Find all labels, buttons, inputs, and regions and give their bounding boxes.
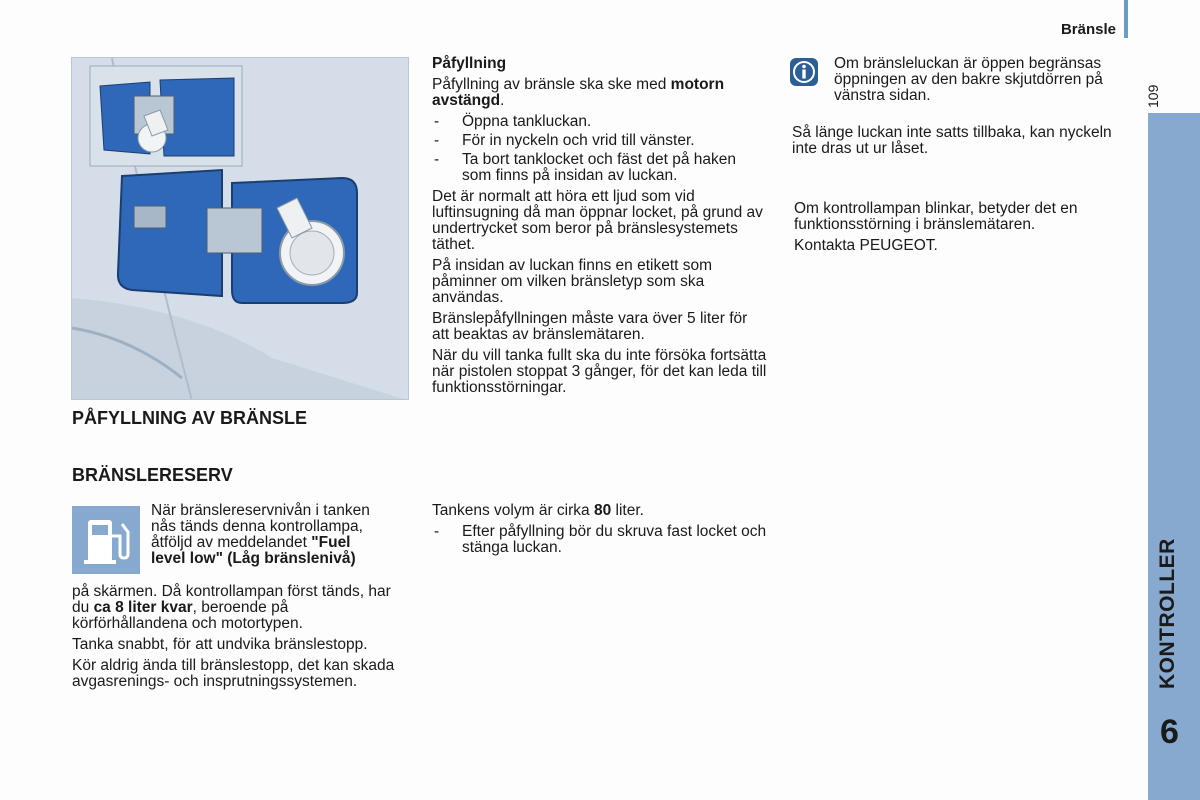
list-item: - Ta bort tanklocket och fäst det på haken som finns på insidan av luckan. [432, 152, 767, 184]
info-glyph [790, 58, 818, 86]
contact-paragraph: Kontakta PEUGEOT. [794, 237, 938, 254]
list-item: - Efter påfyllning bör du skruva fast locket och stänga luckan. [432, 524, 767, 556]
info-icon [790, 58, 818, 86]
fuel-flap-drawing [72, 58, 409, 400]
refuelling-column [432, 56, 767, 401]
page-number-text: 109 [1145, 84, 1161, 108]
list-item: - För in nyckeln och vrid till vänster. [432, 133, 767, 149]
reserve-intro-text: När bränslereservnivån i tanken nås tänds denna kontrollampa, åtföljd av meddelandet [151, 502, 370, 551]
refuelling-steps [432, 114, 767, 184]
fuel-pump-glyph [72, 506, 140, 574]
list-item: - Öppna tankluckan. [432, 114, 767, 130]
intro-b: . [500, 92, 505, 109]
reserve-p1-a: på skärmen. Då kontrollampan först tänds, har du [72, 583, 391, 616]
intro-engine-off: motorn avstängd [432, 76, 725, 109]
chapter-number: 6 [1160, 713, 1179, 751]
blink-paragraph: Om kontrollampan blinkar, betyder det en funktionsstörning i bränslemätaren. [794, 200, 1078, 233]
volume-b: liter. [611, 502, 644, 519]
paragraph-min-volume: Bränslepåfyllningen måste vara över 5 liter för att beaktas av bränslemätaren. [432, 310, 748, 343]
fuel-pump-icon [72, 506, 140, 574]
blink-note [794, 201, 1134, 259]
fuel-flap-illustration [71, 57, 409, 400]
reserve-body [72, 584, 408, 695]
heading-refuelling: PÅFYLLNING AV BRÄNSLE [72, 408, 308, 428]
info-note: Om bränsleluckan är öppen begränsas öppningen av den bakre skjutdörren på vänstra sidan. [834, 55, 1103, 104]
reserve-paragraph-1 [72, 584, 408, 632]
reserve-paragraph-3: Kör aldrig ända till bränslestopp, det kan skada avgasrenings- och insprutningssystemen. [72, 657, 395, 690]
reserve-p1-b: , beroende på körförhållandena och motortypen. [72, 599, 303, 632]
intro-a: Påfyllning av bränsle ska ske med [432, 76, 671, 93]
paragraph-full-tank: När du vill tanka fullt ska du inte försöka fortsätta när pistolen stoppat 3 gånger, för det kan leda till funktionsstörningar. [432, 347, 767, 396]
volume-value: 80 [593, 502, 612, 519]
reserve-paragraph-2: Tanka snabbt, för att undvika bränslestopp. [72, 636, 368, 653]
refuelling-intro [432, 77, 767, 109]
refuelling-subheading-text: Påfyllning [432, 55, 507, 72]
reserve-intro [151, 503, 379, 567]
paragraph-noise: Det är normalt att höra ett ljud som vid luftinsugning då man öppnar locket, på grund av undertrycket som beror på bränslesystemets täthet. [432, 188, 763, 253]
reserve-message: "Fuel level low" (Låg bränslenivå) [151, 534, 356, 567]
paragraph-label: På insidan av luckan finns en etikett som påminner om vilken bränsletyp som ska användas. [432, 257, 713, 306]
reserve-remaining: ca 8 liter kvar [93, 599, 193, 616]
heading-fuel-reserve: BRÄNSLERESERV [72, 465, 233, 485]
after-refuel-steps [432, 524, 767, 556]
chapter-tab [1148, 113, 1200, 800]
key-note: Så länge luckan inte satts tillbaka, kan nyckeln inte dras ut ur låset. [792, 124, 1112, 157]
tank-volume-block [432, 503, 767, 561]
refuelling-subheading [432, 56, 767, 72]
chapter-label: KONTROLLER [1156, 538, 1179, 689]
volume-a: Tankens volym är cirka [432, 502, 594, 519]
page-number [1143, 80, 1165, 110]
header-accent-bar [1124, 0, 1128, 38]
tank-volume [432, 503, 767, 519]
section-title: Bränsle [1060, 21, 1116, 38]
